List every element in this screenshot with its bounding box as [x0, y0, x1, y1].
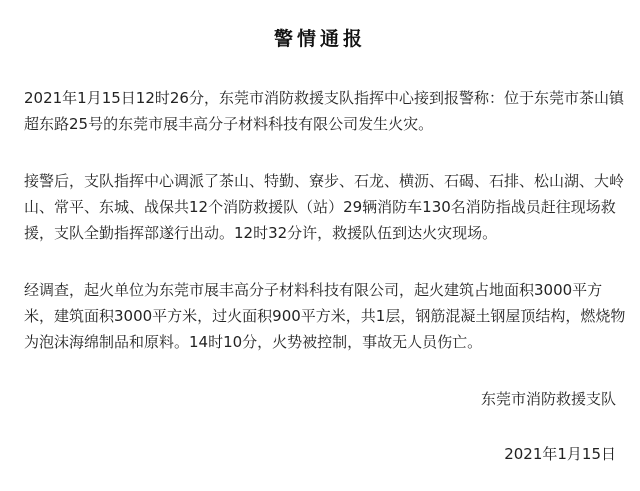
paragraph-line: 接警后，支队指挥中心调派了茶山、特勤、寮步、石龙、横沥、石碣、石排、松山湖、大岭 — [24, 172, 625, 190]
paragraph-line: 超东路25号的东莞市展丰高分子材料科技有限公司发生火灾。 — [24, 115, 434, 133]
paragraph-line: 为泡沫海绵制品和原料。14时10分，火势被控制，事故无人员伤亡。 — [24, 333, 483, 351]
paragraph-investigation — [24, 277, 626, 355]
issuer-signature: 东莞市消防救援支队 — [480, 390, 616, 408]
paragraph-line: 山、常平、东城、战保共12个消防救援队（站）29辆消防车130名消防指战员赶往现场救 — [24, 198, 616, 216]
paragraph-line: 援，支队全勤指挥部遂行出动。12时32分许，救援队伍到达火灾现场。 — [24, 224, 498, 242]
issue-date: 2021年1月15日 — [504, 445, 616, 463]
paragraph-dispatch — [24, 168, 625, 246]
paragraph-incident-report — [24, 85, 622, 137]
paragraph-line: 经调查，起火单位为东莞市展丰高分子材料科技有限公司，起火建筑占地面积3000平方 — [24, 281, 603, 299]
notice-title: 警情通报 — [273, 28, 366, 50]
paragraph-line: 米，建筑面积3000平方米，过火面积900平方米，共1层，钢筋混凝土钢屋顶结构，燃烧物 — [24, 307, 626, 325]
paragraph-line: 2021年1月15日12时26分，东莞市消防救援支队指挥中心接到报警称：位于东莞市茶山镇 — [24, 89, 624, 107]
